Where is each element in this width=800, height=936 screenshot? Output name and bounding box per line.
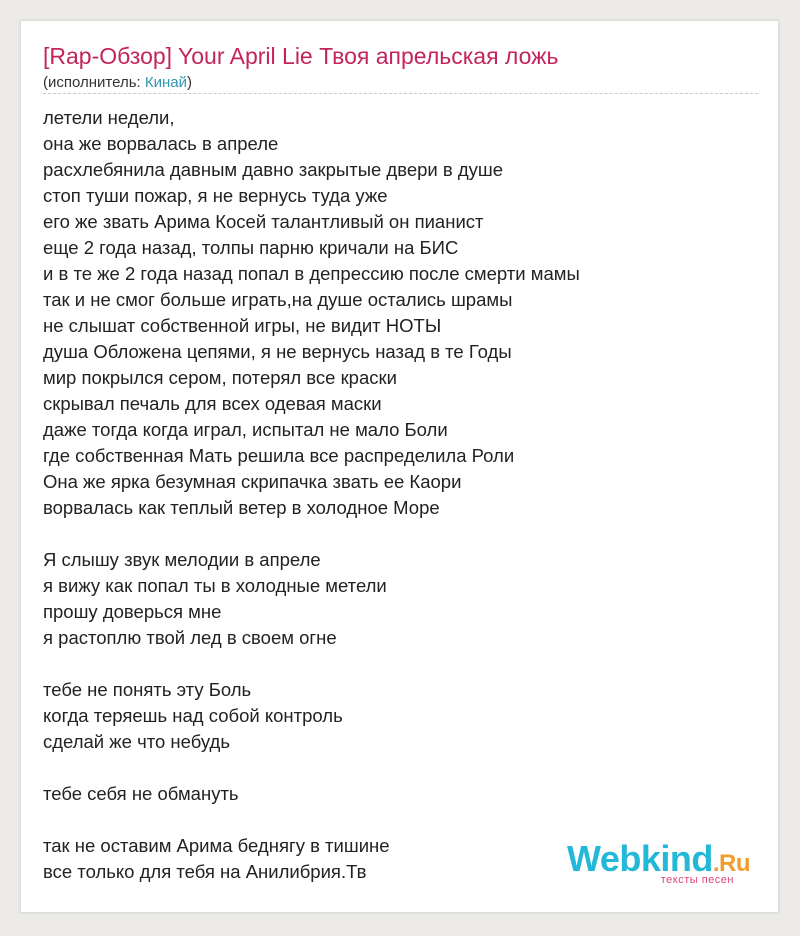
lyric-line: и в те же 2 года назад попал в депрессию после смерти мамы: [43, 263, 580, 284]
lyric-line: расхлебянила давным давно закрытые двери в душе: [43, 159, 504, 180]
lyrics-text: [43, 105, 758, 885]
webkind-logo[interactable]: [550, 840, 750, 890]
lyric-line: так не оставим Арима беднягу в тишине: [43, 835, 390, 856]
lyric-blank-line: [43, 651, 758, 677]
page-title: [Rap-Обзор] Your April Lie Твоя апрельская ложь: [43, 43, 559, 69]
lyrics-card: [20, 20, 779, 913]
lyric-line: сделай же что небудь: [43, 731, 230, 752]
lyric-line: так и не смог больше играть,на душе остались шрамы: [43, 289, 513, 310]
lyric-line: еще 2 года назад, толпы парню кричали на БИС: [43, 237, 459, 258]
artist-suffix: ): [187, 74, 192, 91]
lyric-blank-line: [43, 807, 758, 833]
lyric-line: ворвалась как теплый ветер в холодное Море: [43, 497, 440, 518]
artist-line: [43, 74, 192, 91]
lyric-line: когда теряешь над собой контроль: [43, 705, 343, 726]
lyric-line: Она же ярка безумная скрипачка звать ее Каори: [43, 471, 462, 492]
lyric-line: его же звать Арима Косей талантливый он пианист: [43, 211, 484, 232]
lyric-line: не слышат собственной игры, не видит НОТЫ: [43, 315, 442, 336]
dashed-divider: [43, 93, 758, 94]
logo-tagline: тексты песен: [660, 874, 734, 886]
lyric-blank-line: [43, 521, 758, 547]
lyric-line: она же ворвалась в апреле: [43, 133, 279, 154]
lyric-line: скрывал печаль для всех одевая маски: [43, 393, 382, 414]
lyric-blank-line: [43, 755, 758, 781]
lyric-line: даже тогда когда играл, испытал не мало Боли: [43, 419, 448, 440]
lyric-line: я растоплю твой лед в своем огне: [43, 627, 337, 648]
lyric-line: летели недели,: [43, 107, 175, 128]
artist-prefix: (исполнитель:: [43, 74, 145, 91]
lyric-line: тебе себя не обмануть: [43, 783, 239, 804]
lyric-line: я вижу как попал ты в холодные метели: [43, 575, 387, 596]
lyric-line: где собственная Мать решила все распределила Роли: [43, 445, 515, 466]
lyric-line: Я слышу звук мелодии в апреле: [43, 549, 321, 570]
lyric-line: тебе не понять эту Боль: [43, 679, 252, 700]
logo-word: Webkind: [566, 838, 713, 879]
artist-link[interactable]: Кинай: [144, 74, 187, 91]
lyric-line: все только для тебя на Анилибрия.Тв: [43, 861, 367, 882]
lyric-line: стоп туши пожар, я не вернусь туда уже: [43, 185, 388, 206]
logo-tld: .Ru: [712, 850, 750, 877]
lyric-line: мир покрылся сером, потерял все краски: [43, 367, 397, 388]
lyric-line: прошу доверься мне: [43, 601, 222, 622]
lyric-line: душа Обложена цепями, я не вернусь назад в те Годы: [43, 341, 512, 362]
